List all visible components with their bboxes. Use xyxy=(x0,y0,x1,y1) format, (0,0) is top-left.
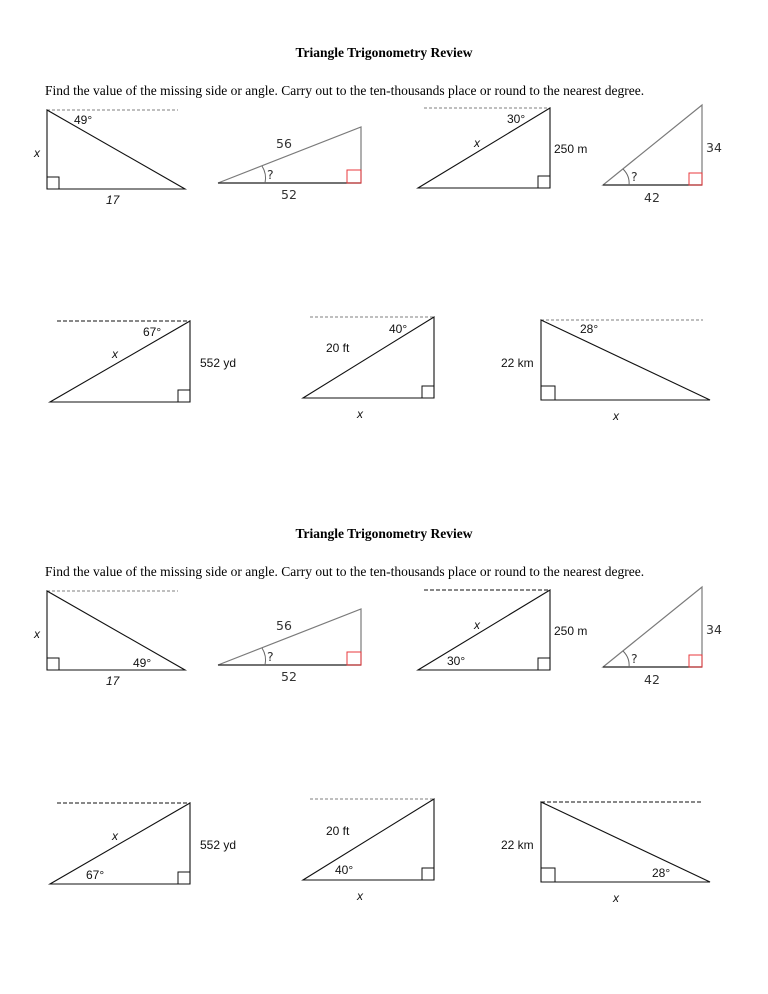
hypotenuse-label: 56 xyxy=(276,618,292,633)
adjacent-label: 52 xyxy=(281,187,297,202)
figures xyxy=(0,0,768,481)
page-title: Triangle Trigonometry Review xyxy=(295,45,473,60)
worksheet-1 xyxy=(0,0,768,481)
side-label-vertical: 552 yd xyxy=(200,356,237,370)
side-label-vertical: 22 km xyxy=(501,838,534,852)
hypotenuse-label: x xyxy=(112,347,118,361)
angle-label: 49° xyxy=(133,656,152,670)
angle-label: 40° xyxy=(389,322,408,336)
angle-label: 67° xyxy=(143,325,162,339)
triangle-problem-3 xyxy=(418,108,587,188)
side-label-vertical: 250 m xyxy=(554,624,588,638)
unknown-angle-label: ? xyxy=(267,649,274,664)
unknown-angle-label: ? xyxy=(631,169,638,184)
opposite-label: 34 xyxy=(706,622,722,637)
adjacent-label: 52 xyxy=(281,669,297,684)
triangle-problem-4 xyxy=(603,105,722,205)
triangle-problem-1 xyxy=(33,591,185,688)
unknown-angle-label: ? xyxy=(631,651,638,666)
angle-label: 49° xyxy=(74,113,93,127)
angle-label: 28° xyxy=(580,322,599,336)
triangle-problem-5 xyxy=(50,803,236,884)
angle-label: 28° xyxy=(652,866,671,880)
triangle-problem-7 xyxy=(501,320,710,423)
adjacent-label: 42 xyxy=(644,672,660,687)
triangle-problem-5 xyxy=(50,321,236,402)
hypotenuse-label: 20 ft xyxy=(326,341,350,355)
side-label-vertical: 552 yd xyxy=(200,838,237,852)
hypotenuse-label: x xyxy=(474,618,480,632)
triangle-problem-1 xyxy=(33,110,185,207)
triangle-problem-4 xyxy=(603,587,722,687)
hypotenuse-label: 20 ft xyxy=(326,824,350,838)
opposite-label: 34 xyxy=(706,140,722,155)
side-label-horizontal: x xyxy=(613,409,619,423)
adjacent-label: 42 xyxy=(644,190,660,205)
triangle-problem-2 xyxy=(218,609,361,684)
triangle-problem-6 xyxy=(303,799,434,903)
angle-label: 30° xyxy=(507,112,526,126)
side-label-vertical: x xyxy=(34,627,40,641)
side-label-vertical: 22 km xyxy=(501,356,534,370)
page-title: Triangle Trigonometry Review xyxy=(295,526,473,541)
triangle-problem-2 xyxy=(218,127,361,202)
side-label-horizontal: x xyxy=(357,407,363,421)
triangle-problem-3 xyxy=(418,590,587,670)
angle-label: 30° xyxy=(447,654,466,668)
side-label-vertical: x xyxy=(34,146,40,160)
angle-label: 67° xyxy=(86,868,105,882)
side-label-horizontal: x xyxy=(357,889,363,903)
instructions: Find the value of the missing side or angle. Carry out to the ten-thousands place or round to the nearest degree. xyxy=(45,83,645,98)
unknown-angle-label: ? xyxy=(267,167,274,182)
side-label-horizontal: 17 xyxy=(106,674,120,688)
triangle-problem-6 xyxy=(303,317,434,421)
hypotenuse-label: x xyxy=(112,829,118,843)
triangle-problem-7 xyxy=(501,802,710,905)
side-label-horizontal: 17 xyxy=(106,193,120,207)
angle-label: 40° xyxy=(335,863,354,877)
figures xyxy=(0,481,768,962)
worksheet-2 xyxy=(0,481,768,962)
hypotenuse-label: x xyxy=(474,136,480,150)
hypotenuse-label: 56 xyxy=(276,136,292,151)
side-label-horizontal: x xyxy=(613,891,619,905)
instructions: Find the value of the missing side or angle. Carry out to the ten-thousands place or round to the nearest degree. xyxy=(45,564,645,579)
side-label-vertical: 250 m xyxy=(554,142,588,156)
